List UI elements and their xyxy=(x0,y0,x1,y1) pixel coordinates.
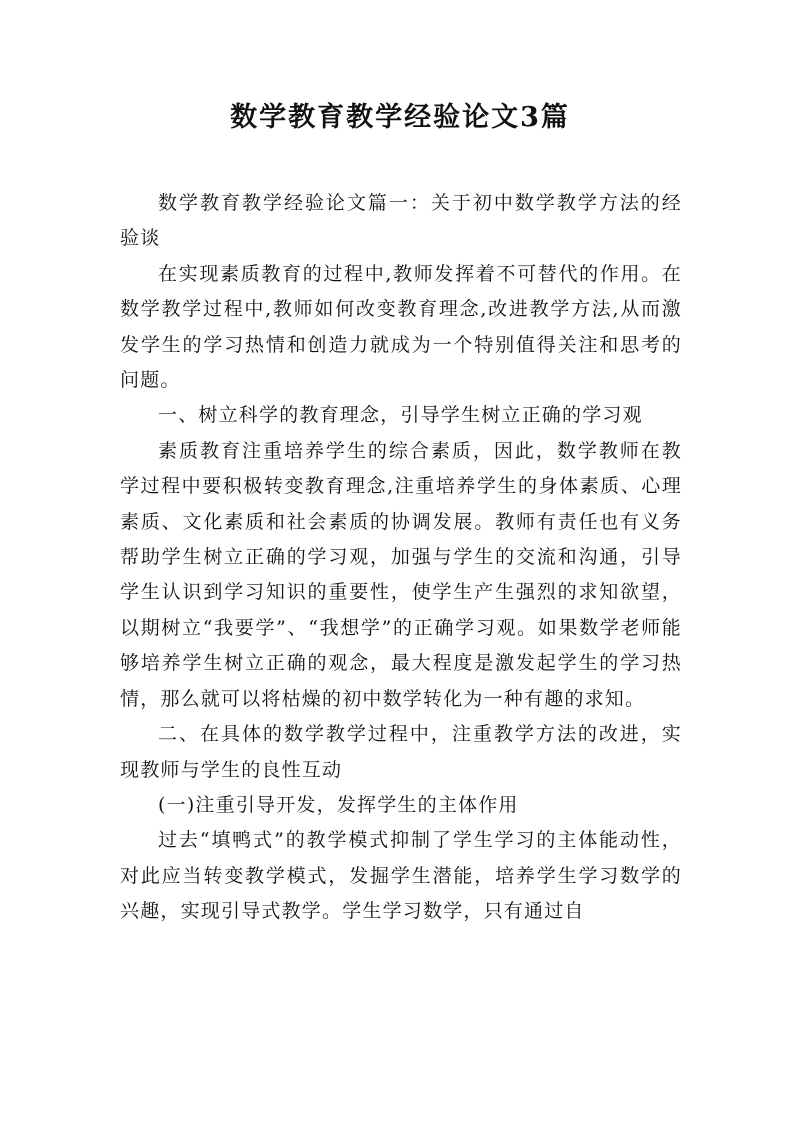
paragraph-subheading-1: (一)注重引导开发，发挥学生的主体作用 xyxy=(158,793,519,816)
paragraph-body-1: 素质教育注重培养学生的综合素质，因此，数学教师在教学过程中要积极转变教育理念,注重培养学生的身体素质、心理素质、文化素质和社会素质的协调发展。教师有责任也有义务帮助学生树立正确的学习观，加强与学生的交流和沟通，引导学生认识到学习知识的重要性，使学生产生强烈的求知欲望，以期树立“我要学”、“我想学”的正确学习观。如果数学老师能够培养学生树立正确的观念，最大程度是激发起学生的学习热情，那么就可以将枯燥的初中数学转化为一种有趣的求知。 xyxy=(120,439,682,710)
document-body xyxy=(120,186,682,930)
paragraph-intro: 在实现素质教育的过程中,教师发挥着不可替代的作用。在数学教学过程中,教师如何改变教育理念,改进教学方法,从而激发学生的学习热情和创造力就成为一个特别值得关注和思考的问题。 xyxy=(120,262,682,392)
paragraph-heading-1: 一、树立科学的教育理念，引导学生树立正确的学习观 xyxy=(158,404,643,427)
paragraph-section-heading: 数学教育教学经验论文篇一：关于初中数学教学方法的经验谈 xyxy=(120,192,682,250)
document-title: 数学教育教学经验论文3篇 xyxy=(230,102,570,133)
paragraph-body-2: 过去“填鸭式”的教学模式抑制了学生学习的主体能动性，对此应当转变教学模式，发掘学生潜能，培养学生学习数学的兴趣，实现引导式教学。学生学习数学，只有通过自 xyxy=(120,829,682,923)
paragraph-heading-2: 二、在具体的数学教学过程中，注重教学方法的改进，实现教师与学生的良性互动 xyxy=(120,723,682,781)
